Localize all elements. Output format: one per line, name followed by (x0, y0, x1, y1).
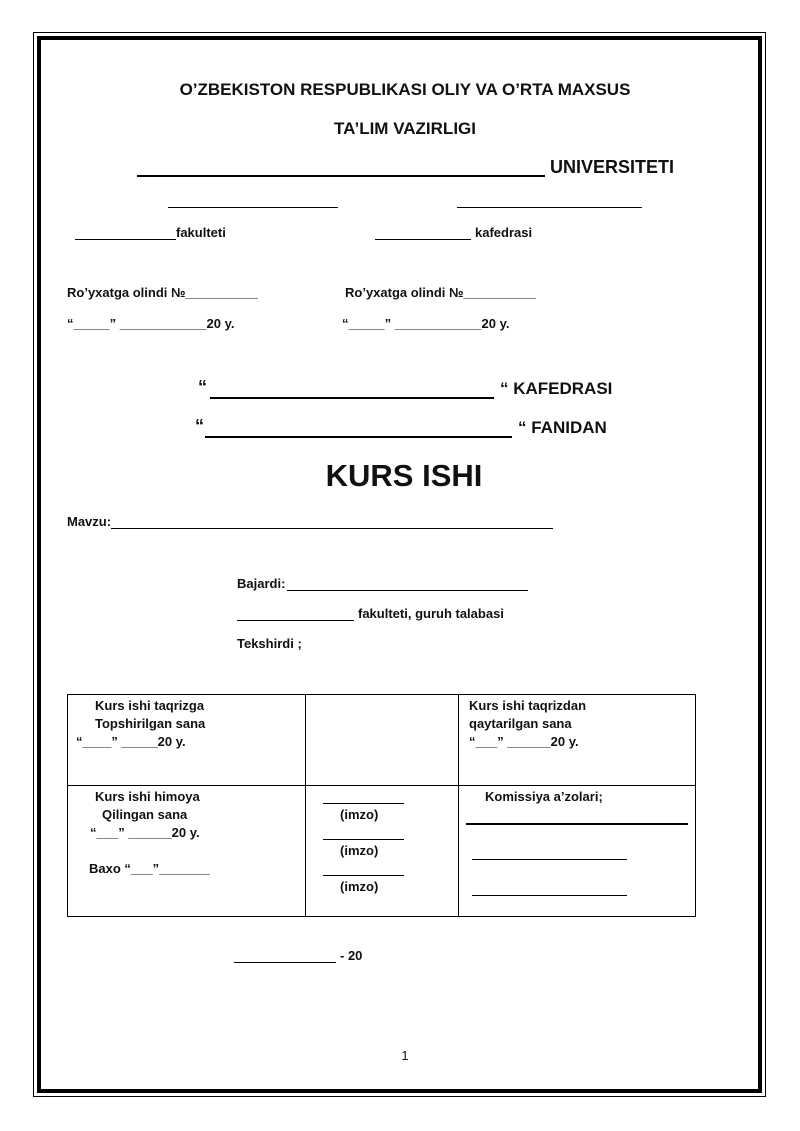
review-table (67, 694, 696, 917)
registration-left-label: Ro’yxatga olindi №__________ (67, 285, 258, 300)
commission-member-line-2[interactable] (472, 859, 627, 860)
signature-line-2[interactable] (323, 839, 404, 840)
submit-line-1: Kurs ishi taqrizga (95, 698, 205, 713)
ministry-line-1: O’ZBEKISTON RESPUBLIKASI OLIY VA O’RTA MAXSUS (179, 80, 631, 99)
empty-cell (306, 695, 459, 786)
document-title: KURS ISHI (325, 458, 483, 493)
registration-right-date: “_____” ____________20 y. (342, 316, 510, 331)
grade: Baxo “___”_______ (89, 861, 210, 876)
topic-blank[interactable] (111, 528, 553, 529)
page-number: 1 (401, 1048, 409, 1063)
kafedra-name-blank[interactable] (210, 397, 494, 399)
tekshirdi-label: Tekshirdi ; (237, 636, 302, 651)
page-border-inner (37, 36, 762, 1093)
submit-date: “____” _____20 y. (76, 734, 186, 749)
return-date: “___” ______20 y. (469, 734, 579, 749)
submit-date-cell[interactable] (68, 695, 306, 786)
faculty-name-blank[interactable] (75, 239, 176, 240)
university-name-blank[interactable] (137, 175, 545, 177)
bajardi-label: Bajardi: (237, 576, 286, 591)
defense-line-1: Kurs ishi himoya (95, 789, 200, 804)
bajardi-blank[interactable] (287, 590, 528, 591)
city-blank[interactable] (234, 962, 336, 963)
fan-label: “ FANIDAN (518, 418, 607, 437)
signatures-cell[interactable] (306, 786, 459, 917)
registration-right-label: Ro’yxatga olindi №__________ (345, 285, 536, 300)
faculty-name-blank-top[interactable] (168, 207, 338, 208)
department-name-blank-top[interactable] (457, 207, 642, 208)
signature-line-1[interactable] (323, 803, 404, 804)
kafedra-label: “ KAFEDRASI (500, 379, 613, 398)
signature-label-1: (imzo) (340, 807, 379, 822)
defense-date: “___” ______20 y. (90, 825, 200, 840)
department-name-blank[interactable] (375, 239, 471, 240)
defense-line-2: Qilingan sana (102, 807, 188, 822)
return-line-2: qaytarilgan sana (469, 716, 572, 731)
fan-open-quote: “ (195, 416, 204, 436)
department-label: kafedrasi (475, 225, 533, 240)
signature-label-3: (imzo) (340, 879, 379, 894)
submit-line-2: Topshirilgan sana (95, 716, 206, 731)
signature-label-2: (imzo) (340, 843, 379, 858)
commission-member-line-1[interactable] (466, 823, 688, 825)
registration-left-date: “_____” ____________20 y. (67, 316, 235, 331)
return-line-1: Kurs ishi taqrizdan (469, 698, 587, 713)
return-date-cell[interactable] (459, 695, 696, 786)
topic-label: Mavzu: (67, 514, 112, 529)
faculty-label: fakulteti (176, 225, 226, 240)
ministry-line-2: TA’LIM VAZIRLIGI (334, 119, 476, 138)
student-faculty-blank[interactable] (237, 620, 354, 621)
commission-label: Komissiya a’zolari; (485, 789, 603, 804)
faculty-group-label: fakulteti, guruh talabasi (358, 606, 504, 621)
year-label: - 20 (340, 948, 363, 963)
commission-cell[interactable] (459, 786, 696, 917)
university-label: UNIVERSITETI (550, 157, 675, 177)
fan-name-blank[interactable] (205, 436, 512, 438)
commission-member-line-3[interactable] (472, 895, 627, 896)
signature-line-3[interactable] (323, 875, 404, 876)
defense-date-cell[interactable] (68, 786, 306, 917)
kafedra-open-quote: “ (198, 377, 207, 397)
